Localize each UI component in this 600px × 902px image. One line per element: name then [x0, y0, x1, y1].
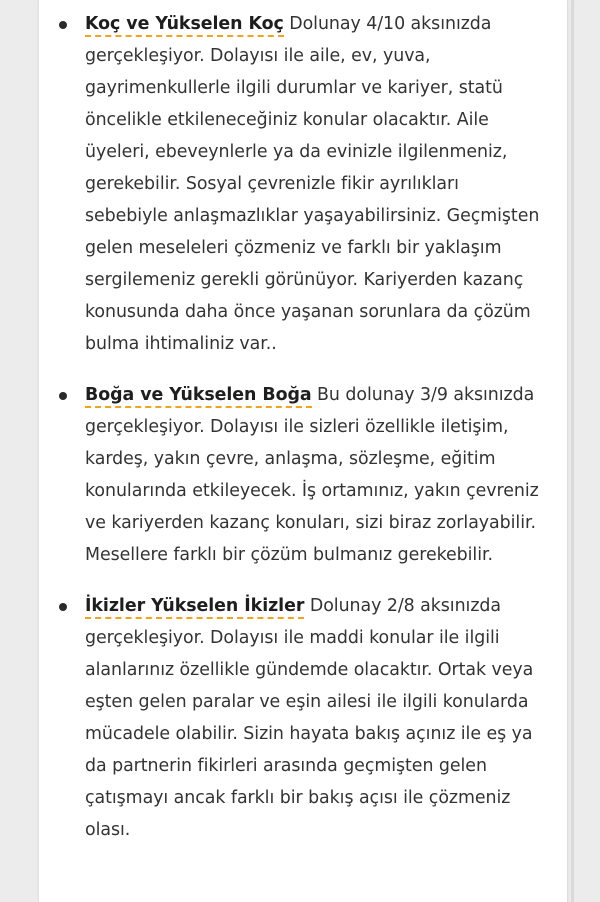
article-card	[38, 0, 568, 902]
sign-title-ikizler[interactable]: İkizler Yükselen İkizler	[85, 596, 304, 619]
list-item-boga	[39, 379, 567, 571]
sign-text-koc: Dolunay 4/10 aksınızda gerçekleşiyor. Dolayısı ile aile, ev, yuva, gayrimenkullerle ilgili durumlar ve kariyer, statü öncelikle etkileneceğiniz konular olacaktır. Aile üyeleri, ebeveynlerle ya da evinizle ilgilenmeniz, gerekebilir. Sosyal çevrenizle fikir ayrılıkları sebebiyle anlaşmazlıklar yaşayabilirsiniz. Geçmişten gelen meseleleri çözmeniz ve farklı bir yaklaşım sergilemeniz gerekli görünüyor. Kariyerden kazanç konusunda daha önce yaşanan sorunlara da çözüm bulma ihtimaliniz var..	[85, 14, 540, 354]
bullet-icon	[59, 21, 67, 29]
list-item-ikizler	[39, 590, 567, 846]
sign-title-koc[interactable]: Koç ve Yükselen Koç	[85, 14, 284, 37]
horoscope-list	[39, 8, 567, 846]
sign-text-boga: Bu dolunay 3/9 aksınızda gerçekleşiyor. Dolayısı ile sizleri özellikle iletişim, kardeş, yakın çevre, anlaşma, sözleşme, eğitim konularında etkileyecek. İş ortamınız, yakın çevreniz ve kariyerden kazanç konuları, sizi biraz zorlayabilir. Mesellere farklı bir çözüm bulmanız gerekebilir.	[85, 385, 539, 565]
article-content	[39, 8, 567, 865]
sign-title-boga[interactable]: Boğa ve Yükselen Boğa	[85, 385, 312, 408]
bullet-icon	[59, 603, 67, 611]
list-item-koc	[39, 8, 567, 360]
bullet-icon	[59, 392, 67, 400]
sign-text-ikizler: Dolunay 2/8 aksınızda gerçekleşiyor. Dolayısı ile maddi konular ile ilgili alanlarınız özellikle gündemde olacaktır. Ortak veya eşten gelen paralar ve eşin ailesi ile ilgili konularda mücadele olabilir. Sizin hayata bakış açınız ile eş ya da partnerin fikirleri arasında geçmişten gelen çatışmayı ancak farklı bir bakış açısı ile çözmeniz olası.	[85, 596, 534, 840]
scrollbar[interactable]	[571, 0, 574, 902]
